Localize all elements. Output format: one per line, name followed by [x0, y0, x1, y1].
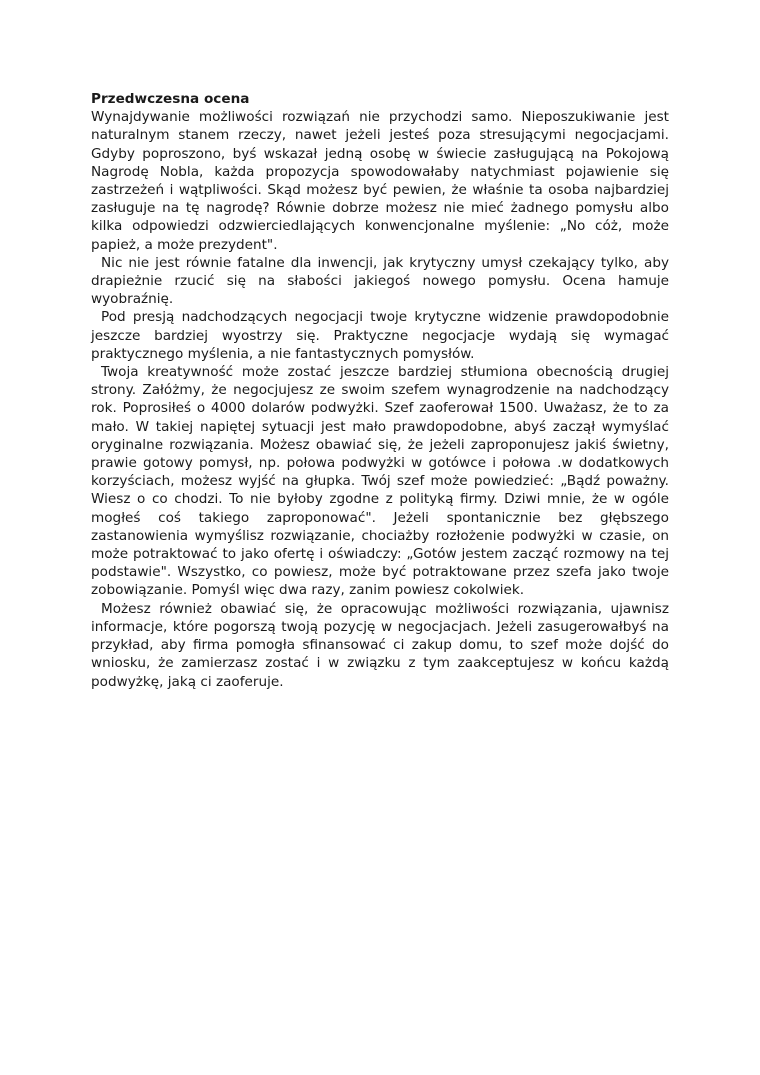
document-body [91, 90, 669, 691]
paragraph-4: Twoja kreatywność może zostać jeszcze bardziej stłumiona obecnością drugiej strony. Załóżmy, że negocjujesz ze swoim szefem wynagrodzenie na nadchodzący rok. Poprosiłeś o 4000 dolarów podwyżki. Szef zaoferował 1500. Uważasz, że to za mało. W takiej napiętej sytuacji jest mało prawdopodobne, abyś zaczął wymyślać oryginalne rozwiązania. Możesz obawiać się, że jeżeli zaproponujesz jakiś świetny, prawie gotowy pomysł, np. połowa podwyżki w gotówce i połowa .w dodatkowych korzyściach, możesz wyjść na głupka. Twój szef może powiedzieć: „Bądź poważny. Wiesz o co chodzi. To nie byłoby zgodne z polityką firmy. Dziwi mnie, że w ogóle mogłeś coś takiego zaproponować". Jeżeli spontanicznie bez głębszego zastanowienia wymyślisz rozwiązanie, chociażby rozłożenie podwyżki w czasie, on może potraktować to jako ofertę i oświadczy: „Gotów jestem zacząć rozmowy na tej podstawie". Wszystko, co powiesz, może być potraktowane przez szefa jako twoje zobowiązanie. Pomyśl więc dwa razy, zanim powiesz cokolwiek. [91, 364, 669, 599]
document-title: Przedwczesna ocena [91, 91, 250, 107]
paragraph-1: Wynajdywanie możliwości rozwiązań nie przychodzi samo. Nieposzukiwanie jest naturalnym stanem rzeczy, nawet jeżeli jesteś poza stresującymi negocjacjami. Gdyby poproszono, byś wskazał jedną osobę w świecie zasługującą na Pokojową Nagrodę Nobla, każda propozycja spowodowałaby natychmiast pojawienie się zastrzeżeń i wątpliwości. Skąd możesz być pewien, że właśnie ta osoba najbardziej zasługuje na tę nagrodę? Równie dobrze możesz nie mieć żadnego pomysłu albo kilka odpowiedzi odzwierciedlających konwencjonalne myślenie: „No cóż, może papież, a może prezydent". [91, 109, 669, 253]
paragraph-2: Nic nie jest równie fatalne dla inwencji, jak krytyczny umysł czekający tylko, aby drapieżnie rzucić się na słabości jakiegoś nowego pomysłu. Ocena hamuje wyobraźnię. [91, 254, 669, 308]
paragraph-3: Pod presją nadchodzących negocjacji twoje krytyczne widzenie prawdopodobnie jeszcze bardziej wyostrzy się. Praktyczne negocjacje wydają się wymagać praktycznego myślenia, a nie fantastycznych pomysłów. [91, 309, 669, 362]
paragraph-5: Możesz również obawiać się, że opracowując możliwości rozwiązania, ujawnisz informacje, które pogorszą twoją pozycję w negocjacjach. Jeżeli zasugerowałbyś na przykład, aby firma pomogła sfinansować ci zakup domu, to szef może dojść do wniosku, że zamierzasz zostać i w związku z tym zaakceptujesz w końcu każdą podwyżkę, jaką ci zaoferuje. [91, 600, 669, 690]
